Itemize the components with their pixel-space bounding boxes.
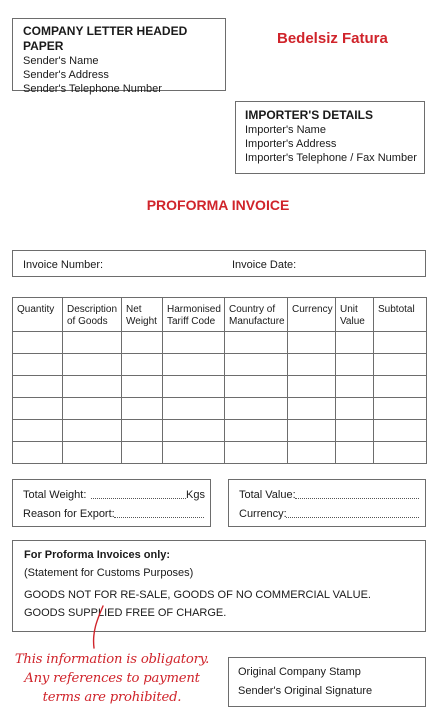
table-cell[interactable] — [374, 420, 427, 442]
column-header-net-weight: Net Weight — [122, 298, 163, 332]
table-cell[interactable] — [374, 354, 427, 376]
table-cell[interactable] — [63, 376, 122, 398]
sender-address: Sender's Address — [23, 69, 109, 81]
statement-subtitle: (Statement for Customs Purposes) — [24, 567, 194, 579]
table-cell[interactable] — [288, 332, 336, 354]
currency-field[interactable] — [286, 517, 419, 518]
table-cell[interactable] — [163, 332, 225, 354]
value-currency-box — [228, 479, 426, 527]
table-cell[interactable] — [63, 398, 122, 420]
table-cell[interactable] — [163, 420, 225, 442]
importer-telephone-fax: Importer's Telephone / Fax Number — [245, 152, 417, 164]
importer-box-title: IMPORTER'S DETAILS — [245, 108, 373, 122]
column-header-currency: Currency — [288, 298, 336, 332]
table-row — [13, 442, 427, 464]
table-cell[interactable] — [122, 376, 163, 398]
table-cell[interactable] — [374, 442, 427, 464]
handwritten-note-line-2: Any references to payment — [24, 671, 200, 686]
table-cell[interactable] — [163, 398, 225, 420]
handwritten-note-line-1: This information is obligatory. — [14, 652, 210, 667]
table-cell[interactable] — [225, 420, 288, 442]
reason-for-export-field[interactable] — [114, 517, 204, 518]
goods-table-header-row — [13, 298, 427, 332]
table-cell[interactable] — [225, 332, 288, 354]
handwritten-note-line-3: terms are prohibited. — [42, 690, 182, 705]
goods-table-body — [13, 332, 427, 464]
table-cell[interactable] — [225, 442, 288, 464]
table-row — [13, 420, 427, 442]
table-cell[interactable] — [225, 354, 288, 376]
table-cell[interactable] — [336, 420, 374, 442]
customs-statement-box — [12, 540, 426, 632]
table-cell[interactable] — [336, 354, 374, 376]
table-cell[interactable] — [336, 332, 374, 354]
table-cell[interactable] — [13, 376, 63, 398]
statement-line-2: GOODS SUPPLIED FREE OF CHARGE. — [24, 607, 227, 619]
table-cell[interactable] — [163, 442, 225, 464]
table-cell[interactable] — [336, 376, 374, 398]
column-header-description: Description of Goods — [63, 298, 122, 332]
stamp-signature-box — [228, 657, 426, 707]
table-cell[interactable] — [225, 376, 288, 398]
document-title: PROFORMA INVOICE — [146, 197, 290, 213]
invoice-info-row — [12, 250, 426, 277]
table-row — [13, 376, 427, 398]
table-cell[interactable] — [288, 398, 336, 420]
statement-line-1: GOODS NOT FOR RE-SALE, GOODS OF NO COMMERCIAL VALUE. — [24, 589, 371, 601]
table-cell[interactable] — [163, 376, 225, 398]
table-cell[interactable] — [288, 354, 336, 376]
signature-label: Sender's Original Signature — [238, 685, 373, 697]
company-stamp-label: Original Company Stamp — [238, 666, 361, 678]
table-cell[interactable] — [225, 398, 288, 420]
table-row — [13, 398, 427, 420]
column-header-tariff-code: Harmonised Tariff Code — [163, 298, 225, 332]
sender-telephone: Sender's Telephone Number — [23, 83, 162, 95]
reason-for-export-label: Reason for Export: — [23, 508, 115, 520]
table-cell[interactable] — [13, 332, 63, 354]
total-value-field[interactable] — [295, 498, 419, 499]
bedelsiz-fatura-annotation: Bedelsiz Fatura — [277, 30, 388, 47]
column-header-quantity: Quantity — [13, 298, 63, 332]
table-cell[interactable] — [63, 354, 122, 376]
total-weight-field[interactable] — [91, 498, 186, 499]
goods-table — [12, 297, 427, 464]
column-header-country: Country of Manufacture — [225, 298, 288, 332]
sender-box-title: COMPANY LETTER HEADED PAPER — [23, 24, 188, 53]
table-cell[interactable] — [122, 354, 163, 376]
table-cell[interactable] — [288, 420, 336, 442]
importer-address: Importer's Address — [245, 138, 337, 150]
invoice-number-label: Invoice Number: — [23, 259, 104, 271]
total-weight-label: Total Weight: — [23, 489, 87, 501]
table-cell[interactable] — [374, 398, 427, 420]
table-cell[interactable] — [13, 398, 63, 420]
table-cell[interactable] — [288, 376, 336, 398]
invoice-date-label: Invoice Date: — [232, 259, 297, 271]
table-cell[interactable] — [374, 332, 427, 354]
table-cell[interactable] — [122, 420, 163, 442]
total-value-label: Total Value: — [239, 489, 296, 501]
weight-reason-box — [12, 479, 211, 527]
table-cell[interactable] — [122, 398, 163, 420]
weight-unit: Kgs — [186, 489, 205, 501]
importer-name: Importer's Name — [245, 124, 326, 136]
table-cell[interactable] — [336, 398, 374, 420]
column-header-subtotal: Subtotal — [374, 298, 427, 332]
table-cell[interactable] — [122, 332, 163, 354]
importer-details-box — [235, 101, 425, 174]
table-cell[interactable] — [63, 332, 122, 354]
table-cell[interactable] — [13, 442, 63, 464]
sender-name: Sender's Name — [23, 55, 99, 67]
table-cell[interactable] — [13, 420, 63, 442]
currency-label: Currency: — [239, 508, 287, 520]
table-cell[interactable] — [163, 354, 225, 376]
table-cell[interactable] — [374, 376, 427, 398]
sender-details-box — [12, 18, 226, 95]
handwritten-note — [0, 650, 224, 707]
statement-title: For Proforma Invoices only: — [24, 549, 171, 561]
table-cell[interactable] — [63, 442, 122, 464]
table-cell[interactable] — [288, 442, 336, 464]
table-cell[interactable] — [63, 420, 122, 442]
table-cell[interactable] — [122, 442, 163, 464]
table-cell[interactable] — [13, 354, 63, 376]
table-row — [13, 354, 427, 376]
column-header-unit-value: Unit Value — [336, 298, 374, 332]
table-cell[interactable] — [336, 442, 374, 464]
table-row — [13, 332, 427, 354]
